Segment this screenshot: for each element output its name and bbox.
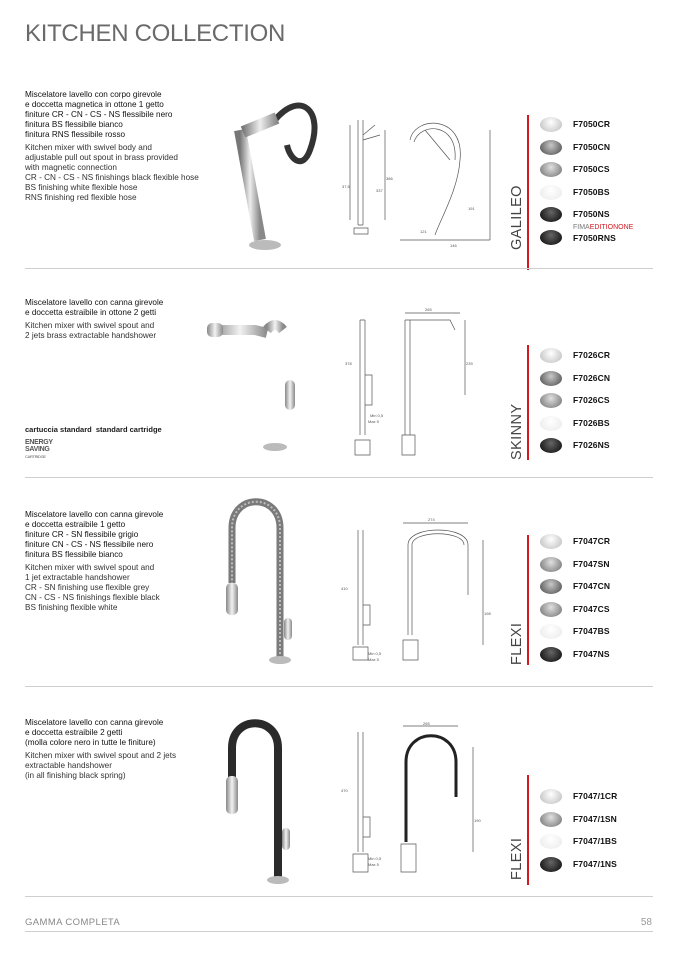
svg-text:378: 378 xyxy=(345,361,352,366)
product-photo-flexi-2 xyxy=(220,718,310,890)
product-code: F7047SN xyxy=(573,558,610,569)
page-title: KITCHEN COLLECTION xyxy=(25,20,285,47)
finish-swatch xyxy=(540,185,562,200)
product-code: F7026NS xyxy=(573,440,610,450)
description-italian: Miscelatore lavello con corpo girevole e doccetta magnetica in ottone 1 getto finiture CR - CN - CS - NS flessibile nero finitura BS flessibile bianco finitura RNS flessibile rosso xyxy=(25,90,173,139)
finish-swatch xyxy=(540,416,562,431)
svg-text:37,5: 37,5 xyxy=(342,184,350,189)
description-italian: Miscelatore lavello con canna girevole e doccetta estraibile in ottone 2 getti xyxy=(25,298,164,317)
series-label: SKINNY xyxy=(509,403,525,460)
svg-text:410: 410 xyxy=(341,586,348,591)
finish-swatch xyxy=(540,624,562,639)
svg-text:470: 470 xyxy=(341,788,348,793)
finish-swatch xyxy=(540,117,562,132)
product-code: F7047NS xyxy=(573,648,610,659)
fima-prefix: FIMA xyxy=(573,223,590,231)
finish-swatch xyxy=(540,438,562,453)
finish-swatch xyxy=(540,348,562,363)
description-english: Kitchen mixer with swivel body and adjustable pull out spout in brass provided with magnetic connection CR - CN - CS - NS finishings black flexible hose BS finishing white flexible hose RNS finishing red flexible hose xyxy=(25,143,199,202)
section-divider xyxy=(25,896,653,897)
cartridge-label xyxy=(25,425,162,434)
product-description xyxy=(25,298,205,341)
cartridge-italian: cartuccia standard xyxy=(25,425,92,434)
series-name-skinny xyxy=(509,380,529,460)
finish-swatch xyxy=(540,207,562,222)
finish-swatch xyxy=(540,789,562,804)
section-divider xyxy=(25,686,653,687)
product-code: F7026BS xyxy=(573,417,610,428)
svg-text:121: 121 xyxy=(420,229,427,234)
finish-swatch xyxy=(540,140,562,155)
product-description xyxy=(25,718,205,781)
series-name-flexi-2 xyxy=(509,800,529,880)
series-name-flexi-1 xyxy=(509,585,529,665)
product-photo-galileo xyxy=(215,90,330,255)
svg-text:198: 198 xyxy=(484,611,491,616)
section-divider xyxy=(25,268,653,269)
energy-line-2: SAVING xyxy=(25,446,50,453)
svg-text:274: 274 xyxy=(428,517,435,522)
fima-edition: EDITION xyxy=(589,223,619,231)
finish-swatch xyxy=(540,230,562,245)
description-italian: Miscelatore lavello con canna girevole e doccetta estraibile 1 getto finiture CR - SN flessibile grigio finiture CN - CS - NS flessibile nero finitura BS flessibile bianco xyxy=(25,510,164,559)
product-description xyxy=(25,510,205,613)
product-code: F7050BS xyxy=(573,186,610,197)
footer-divider xyxy=(25,931,653,932)
svg-text:Min 0,5: Min 0,5 xyxy=(368,651,382,656)
energy-line-1: ENERGY xyxy=(25,439,53,446)
svg-text:191: 191 xyxy=(468,206,475,211)
product-code: F7047BS xyxy=(573,626,610,636)
series-label: FLEXI xyxy=(509,837,525,880)
description-english: Kitchen mixer with swivel spout and 2 jets extractable handshower (in all finishing black spring) xyxy=(25,751,177,780)
product-code: F7047/1BS xyxy=(573,836,617,846)
finish-swatch xyxy=(540,602,562,617)
product-code: F7047/1SN xyxy=(573,813,617,824)
svg-text:Min 0,5: Min 0,5 xyxy=(370,413,384,418)
technical-drawing-galileo xyxy=(340,110,500,250)
product-code: F7050CN xyxy=(573,141,611,152)
svg-text:239: 239 xyxy=(466,361,473,366)
finish-swatch xyxy=(540,557,562,572)
product-code: F7047CR xyxy=(573,536,611,546)
product-photo-flexi-1 xyxy=(222,498,312,666)
series-name-galileo xyxy=(509,170,529,250)
svg-text:Max 5: Max 5 xyxy=(368,657,379,662)
finish-swatch xyxy=(540,812,562,827)
finish-swatch xyxy=(540,647,562,662)
technical-drawing-flexi-1 xyxy=(338,515,503,675)
series-label: GALILEO xyxy=(509,185,525,250)
finish-swatch xyxy=(540,162,562,177)
fima-edition-one-label xyxy=(573,224,633,231)
product-code: F7050NS xyxy=(573,209,610,219)
svg-text:265: 265 xyxy=(425,307,432,312)
svg-text:Max 5: Max 5 xyxy=(368,419,379,424)
finish-swatch xyxy=(540,371,562,386)
footer-label: GAMMA COMPLETA xyxy=(25,917,121,928)
description-italian: Miscelatore lavello con canna girevole e doccetta estraibile 2 getti (molla colore nero in tutte le finiture) xyxy=(25,718,164,747)
finish-swatch xyxy=(540,393,562,408)
description-english: Kitchen mixer with swivel spout and 1 jet extractable handshower CR - SN finishing use flexible grey CN - CS - NS finishings flexible black BS finishing flexible white xyxy=(25,563,160,612)
product-description xyxy=(25,90,205,203)
svg-text:386: 386 xyxy=(386,176,393,181)
svg-text:337: 337 xyxy=(376,188,383,193)
svg-text:190: 190 xyxy=(474,818,481,823)
description-english: Kitchen mixer with swivel spout and 2 jets brass extractable handshower xyxy=(25,321,157,340)
product-code: F7026CS xyxy=(573,395,610,405)
svg-text:Max 5: Max 5 xyxy=(368,862,379,867)
product-code: F7026CR xyxy=(573,350,611,360)
technical-drawing-flexi-2 xyxy=(338,722,503,887)
svg-text:Min 0,5: Min 0,5 xyxy=(368,856,382,861)
product-code: F7050RNS xyxy=(573,232,616,243)
product-code: F7047CN xyxy=(573,581,611,591)
cartridge-english: standard cartridge xyxy=(95,425,162,434)
section-divider xyxy=(25,477,653,478)
series-label: FLEXI xyxy=(509,622,525,665)
energy-saving-logo xyxy=(25,439,53,460)
svg-text:265: 265 xyxy=(423,722,430,726)
product-code: F7050CS xyxy=(573,164,610,174)
page-number: 58 xyxy=(640,917,652,928)
product-code: F7026CN xyxy=(573,372,611,383)
product-code: F7047/1CR xyxy=(573,791,618,801)
finish-swatch xyxy=(540,534,562,549)
product-code: F7047CS xyxy=(573,603,610,614)
product-photo-skinny xyxy=(205,315,315,455)
technical-drawing-skinny xyxy=(340,305,500,465)
product-code: F7050CR xyxy=(573,119,611,129)
finish-swatch xyxy=(540,834,562,849)
product-code: F7047/1NS xyxy=(573,858,617,869)
svg-text:146: 146 xyxy=(450,243,457,248)
finish-swatch xyxy=(540,857,562,872)
energy-sub: CARTRIDGE xyxy=(25,454,46,459)
finish-swatch xyxy=(540,579,562,594)
fima-one: ONE xyxy=(618,223,634,231)
